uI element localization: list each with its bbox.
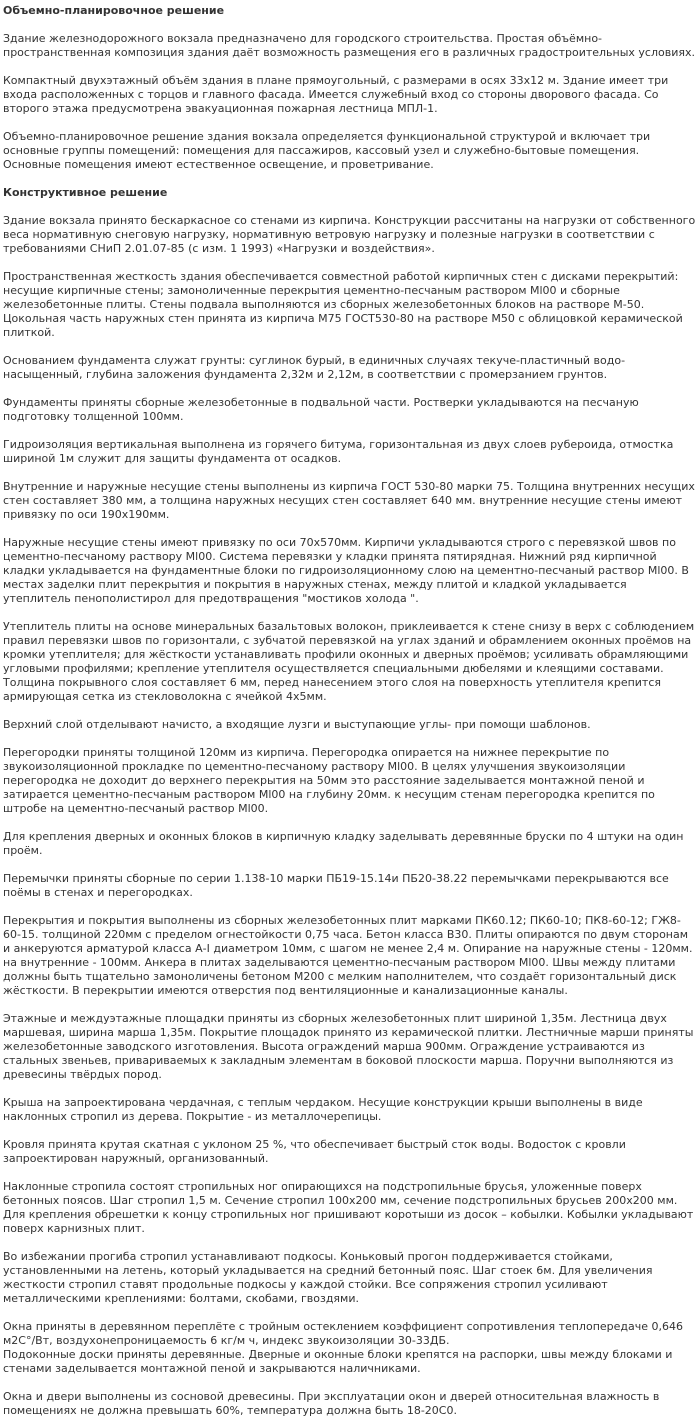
paragraph: Окна и двери выполнены из сосновой древесины. При эксплуатации окон и дверей относительная влажность в помещениях не должна превышать 60%, температура должна быть 18-20С0. [3,1390,660,1417]
paragraph: Наружные несущие стены имеют привязку по оси 70х570мм. Кирпичи укладываются строго с перевязкой швов по цементно-песчаному раствору Мl00. Система перевязки у кладки принята пятирядная. Нижний ряд кирпичной кладки укладывается на фундаментные блоки по гидроизоляционному слою на цементно-песчаный раствор Мl00. В местах заделки плит перекрытия и покрытия в наружных стенах, между плитой и кладкой укладывается утеплитель пенополистирол для предотвращения "мостиков холода ". [3,536,689,605]
paragraph: Кровля принята крутая скатная с уклоном 25 %, что обеспечивает быстрый сток воды. Водосток с кровли запроектирован наружный, организованный. [3,1138,626,1165]
paragraph: Здание железнодорожного вокзала предназначено для городского строительства. Простая объёмно-пространственная композиция здания даёт возможность размещения его в различных градостроительных условиях. [3,32,695,59]
paragraph: Утеплитель плиты на основе минеральных базальтовых волокон, приклеивается к стене снизу в верх с соблюдением правил перевязки швов по горизонтали, с зубчатой перевязкой на углах зданий и обрамлением оконных проёмов на кромки утеплителя; для жёсткости устанавливать профили оконных и дверных проёмов; усиливать обрамляющими угловыми профилями; крепление утеплителя осуществляется специальными дюбелями и клеящими составами. Толщина покрывного слоя составляет 6 мм, перед нанесением этого слоя на поверхность утеплителя крепится армирующая сетка из стекловолокна с ячейкой 4х5мм. [3,620,695,703]
paragraph [3,130,697,172]
paragraph-line: Объемно-планировочное решение здания вокзала определяется функциональной структурой и включает три основные группы помещений: помещения для пассажиров, кассовый узел и служебно-бытовые помещения. [3,130,651,157]
paragraph: Здание вокзала принято бескаркасное со стенами из кирпича. Конструкции рассчитаны на нагрузки от собственного веса нормативную снеговую нагрузку, нормативную ветровую нагрузку и полезные нагрузки в соответствии с требованиями СНиП 2.01.07-85 (с изм. 1 1993) «Нагрузки и воздействия». [3,214,696,255]
paragraph: Компактный двухэтажный объём здания в плане прямоугольный, с размерами в осях 33х12 м. Здание имеет три входа расположенных с торцов и главного фасада. Имеется служебный вход со стороны дворового фасада. Со второго этажа предусмотрена эвакуационная пожарная лестница МПЛ-1. [3,74,669,115]
paragraph-line: Подоконные доски приняты деревянные. Дверные и оконные блоки крепятся на распорки, швы между блоками и стенами заделывается монтажной пеной и закрываются наличниками. [3,1348,673,1375]
paragraph: Пространственная жесткость здания обеспечивается совместной работой кирпичных стен с дисками перекрытий: несущие кирпичные стены; замоноличенные перекрытия цементно-песчаным раствором Мl00 и сборные железобетонные плиты. Стены подвала выполняются из сборных железобетонных блоков на растворе М-50. Цокольная часть наружных стен принята из кирпича М75 ГОСТ530-80 на растворе М50 с облицовкой керамической плиткой. [3,270,683,339]
paragraph: Крыша на запроектирована чердачная, с теплым чердаком. Несущие конструкции крыши выполнены в виде наклонных стропил из дерева. Покрытие - из металлочерепицы. [3,1096,643,1123]
paragraph: Перемычки приняты сборные по серии 1.138-10 марки ПБ19-15.14и ПБ20-38.22 перемычками перекрываются все поёмы в стенах и перегородках. [3,872,669,899]
paragraph: Основанием фундамента служат грунты: суглинок бурый, в единичных случаях текуче-пластичный водо-насыщенный, глубина заложения фундамента 2,32м и 2,12м, в соответствии с промерзанием грунтов. [3,354,626,381]
paragraph: Внутренние и наружные несущие стены выполнены из кирпича ГОСТ 530-80 марки 75. Толщина внутренних несущих стен составляет 380 мм, а толщина наружных несущих стен составляет 640 мм. внутренние несущие стены имеют привязку по оси 190х190мм. [3,480,695,521]
paragraph: Гидроизоляция вертикальная выполнена из горячего битума, горизонтальная из двух слоев рубероида, отмостка шириной 1м служит для защиты фундамента от осадков. [3,438,674,465]
paragraph: Наклонные стропила состоят стропильных ног опирающихся на подстропильные брусья, уложенные поверх бетонных поясов. Шаг стропил 1,5 м. Сечение стропил 100х200 мм, сечение подстропильных брусьев 200х200 мм. Для крепления обрешетки к концу стропильных ног пришивают коротыши из досок – кобылки. Кобылки укладывают поверх карнизных плит. [3,1180,694,1235]
paragraph-line: Окна приняты в деревянном переплёте с тройным остеклением коэффициент сопротивления теплопередаче 0,646 м2С°/Вт, воздухонепроницаемость 6 кг/м ч, индекс звукоизоляции 30-33ДБ. [3,1320,684,1347]
paragraph: Фундаменты приняты сборные железобетонные в подвальной части. Ростверки укладываются на песчаную подготовку толщенной 100мм. [3,396,639,423]
paragraph: Верхний слой отделывают начисто, а входящие лузги и выступающие углы- при помощи шаблонов. [3,718,591,731]
paragraph: Для крепления дверных и оконных блоков в кирпичную кладку заделывать деревянные бруски по 4 штуки на один проём. [3,830,684,857]
paragraph: Перекрытия и покрытия выполнены из сборных железобетонных плит марками ПК60.12; ПК60-10; ПК8-60-12; ГЖ8-60-15. толщиной 220мм с пределом огнестойкости 0,75 часа. Бетон класса В30. Плиты опираются по двум сторонам и анкеруются арматурой класса А-I диаметром 10мм, с шагом не менее 2,4 м. Опирание на наружные стены - 120мм. на внутренние - 100мм. Анкера в плитах заделываются цементно-песчаным раствором Мl00. Швы между плитами должны быть тщательно замоноличены бетоном М200 с мелким наполнителем, что создаёт горизонтальный диск жёсткости. В перекрытии имеются отверстия под вентиляционные и канализационные каналы. [3,914,693,997]
section-heading-planning: Объемно-планировочное решение [3,4,225,17]
paragraph: Перегородки приняты толщиной 120мм из кирпича. Перегородка опирается на нижнее перекрытие по звукоизоляционной прокладке по цементно-песчаному раствору Мl00. В целях улучшения звукоизоляции перегородка не доходит до верхнего перекрытия на 50мм это расстояние заделывается монтажной пеной и затирается цементно-песчаным раствором Мl00 на глубину 20мм. к несущим стенам перегородка крепится по штробе на цементно-песчаный раствор Мl00. [3,746,655,815]
paragraph: Во избежании прогиба стропил устанавливают подкосы. Коньковый прогон поддерживается стойками, установленными на летень, который укладывается на средний бетонный пояс. Шаг стоек 6м. Для увеличения жесткости стропил ставят продольные подкосы у каждой стойки. Все сопряжения стропил усиливают металлическими креплениями: болтами, скобами, гвоздями. [3,1250,653,1305]
paragraph: Этажные и междуэтажные площадки приняты из сборных железобетонных плит шириной 1,35м. Лестница двух маршевая, ширина марша 1,35м. Покрытие площадок принято из керамической плитки. Лестничные марши приняты железобетонные заводского изготовления. Высота ограждений марша 900мм. Ограждение устраиваются из стальных звеньев, привариваемых к закладным элементам в боковой плоскости марша. Поручни выполняются из древесины твёрдых пород. [3,1012,694,1081]
paragraph-line: Основные помещения имеют естественное освещение, и проветривание. [3,158,434,171]
section-heading-structural: Конструктивное решение [3,186,168,199]
paragraph [3,1320,697,1376]
